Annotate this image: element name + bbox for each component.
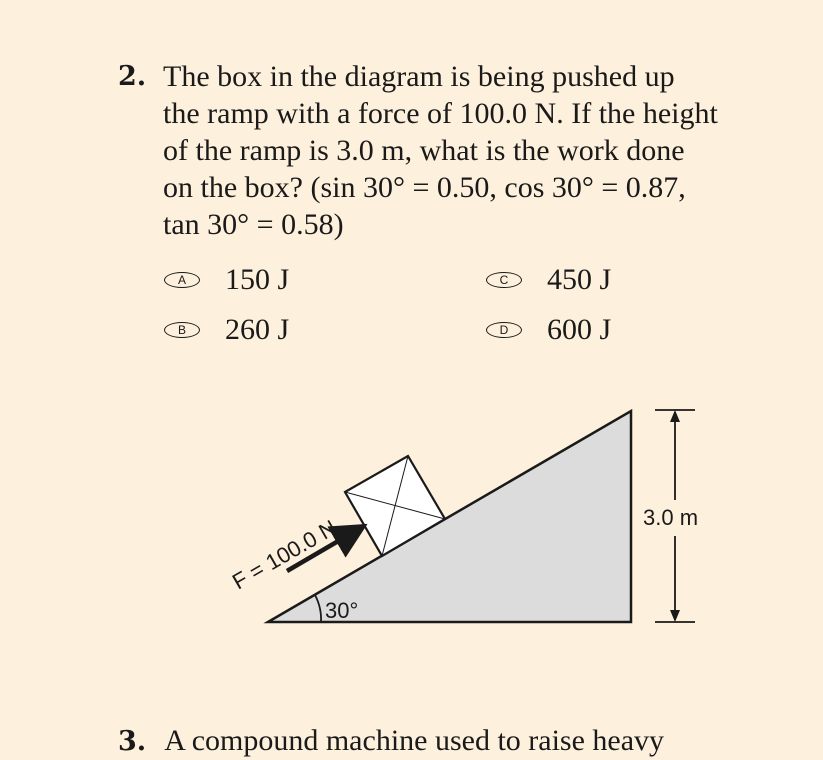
next-question-text: A compound machine used to raise heavy	[164, 724, 665, 757]
next-question-number: 3.	[118, 726, 147, 757]
choice-c-bubble[interactable]: C	[486, 272, 522, 288]
choice-a-text: 150 J	[225, 263, 290, 296]
ramp	[268, 411, 631, 622]
choice-b-bubble[interactable]: B	[164, 322, 200, 338]
question-line: tan 30° = 0.58)	[163, 208, 344, 241]
choice-d-text: 600 J	[547, 313, 612, 346]
question-line: on the box? (sin 30° = 0.50, cos 30° = 0.87,	[163, 171, 686, 204]
force-label: F = 100.0 N	[228, 514, 341, 595]
question-line: of the ramp is 3.0 m, what is the work done	[163, 134, 685, 167]
angle-label: 30°	[325, 598, 359, 623]
next-question	[118, 722, 664, 760]
question-number: 2.	[118, 61, 147, 92]
question-line: the ramp with a force of 100.0 N. If the height	[163, 97, 718, 130]
choice-d-bubble[interactable]: D	[486, 322, 522, 338]
question-line: The box in the diagram is being pushed up	[163, 60, 675, 93]
height-label: 3.0 m	[643, 505, 699, 530]
choice-c-text: 450 J	[547, 263, 612, 296]
choice-a-bubble[interactable]: A	[164, 272, 200, 288]
choice-b-text: 260 J	[225, 313, 290, 346]
